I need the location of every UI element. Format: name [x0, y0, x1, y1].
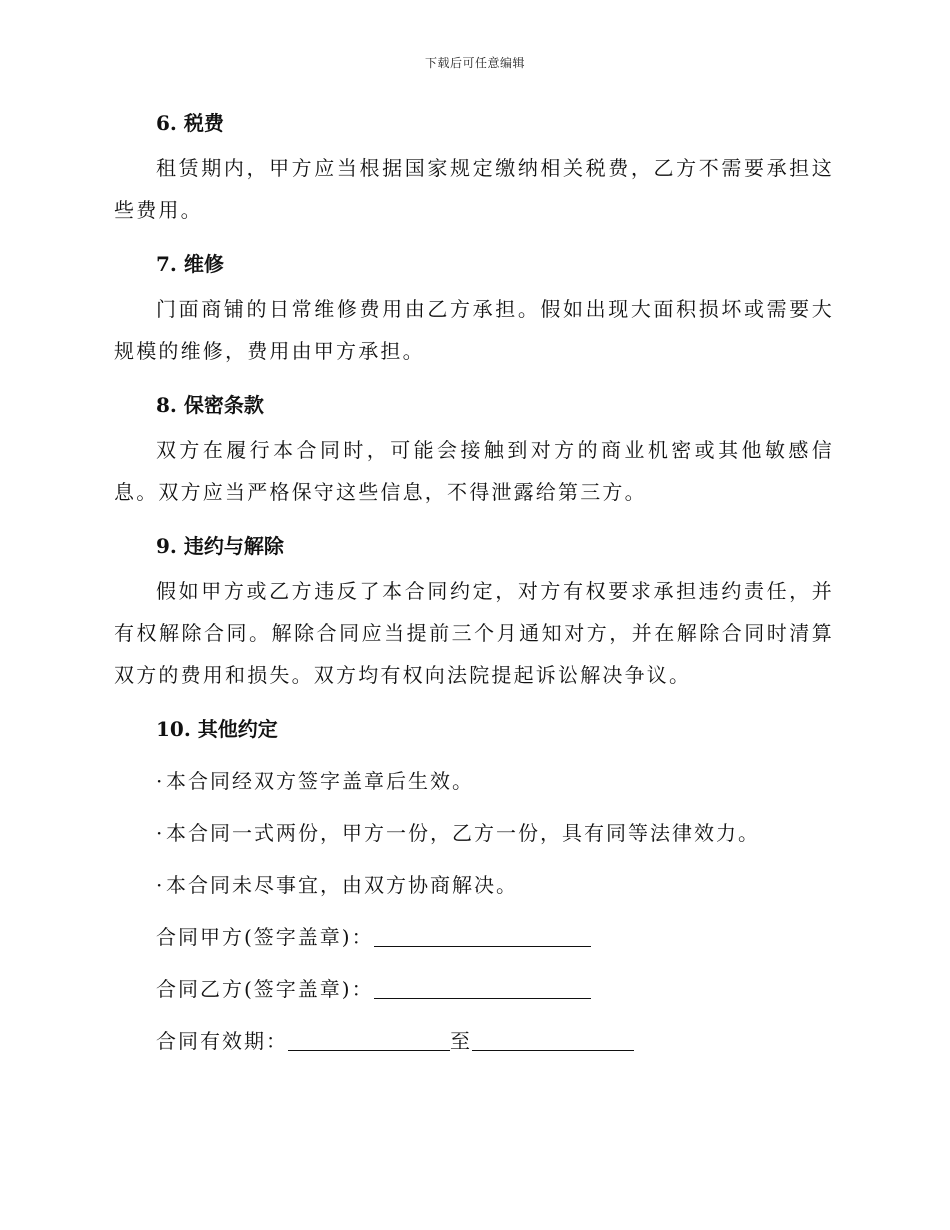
document-body	[114, 108, 834, 1056]
validity-period-row	[156, 1026, 834, 1056]
party-b-signature-row	[156, 974, 834, 1004]
validity-period-label: 合同有效期：	[156, 1029, 288, 1053]
list-item	[156, 818, 834, 848]
validity-end-field[interactable]	[472, 1028, 634, 1051]
bullet-icon: ·	[156, 873, 165, 897]
list-item-text: 本合同经双方签字盖章后生效。	[166, 769, 474, 793]
validity-separator: 至	[450, 1029, 472, 1053]
list-item	[156, 870, 834, 900]
party-a-signature-row	[156, 922, 834, 952]
section-heading-other: 10. 其他约定	[156, 717, 278, 741]
section-body-repair: 门面商铺的日常维修费用由乙方承担。假如出现大面积损坏或需要大规模的维修，费用由甲方承担。	[114, 297, 834, 363]
list-item-text: 本合同一式两份，甲方一份，乙方一份，具有同等法律效力。	[166, 821, 760, 845]
section-heading-confidentiality: 8. 保密条款	[156, 393, 264, 417]
bullet-icon: ·	[156, 769, 165, 793]
section-body-confidentiality: 双方在履行本合同时，可能会接触到对方的商业机密或其他敏感信息。双方应当严格保守这些信息，不得泄露给第三方。	[114, 438, 834, 504]
list-item	[156, 766, 834, 796]
bullet-icon: ·	[156, 821, 165, 845]
party-b-signature-field[interactable]	[374, 976, 591, 999]
section-heading-breach: 9. 违约与解除	[156, 534, 284, 558]
section-body-tax: 租赁期内，甲方应当根据国家规定缴纳相关税费，乙方不需要承担这些费用。	[114, 156, 834, 222]
party-a-signature-field[interactable]	[374, 924, 591, 947]
party-b-signature-label: 合同乙方(签字盖章)：	[156, 977, 374, 1001]
page-header: 下载后可任意编辑	[424, 56, 525, 70]
validity-start-field[interactable]	[288, 1028, 450, 1051]
section-heading-tax: 6. 税费	[156, 111, 224, 135]
section-heading-repair: 7. 维修	[156, 252, 224, 276]
section-body-breach: 假如甲方或乙方违反了本合同约定，对方有权要求承担违约责任，并有权解除合同。解除合同应当提前三个月通知对方，并在解除合同时清算双方的费用和损失。双方均有权向法院提起诉讼解决争议。	[114, 579, 834, 687]
list-item-text: 本合同未尽事宜，由双方协商解决。	[166, 873, 518, 897]
party-a-signature-label: 合同甲方(签字盖章)：	[156, 925, 374, 949]
